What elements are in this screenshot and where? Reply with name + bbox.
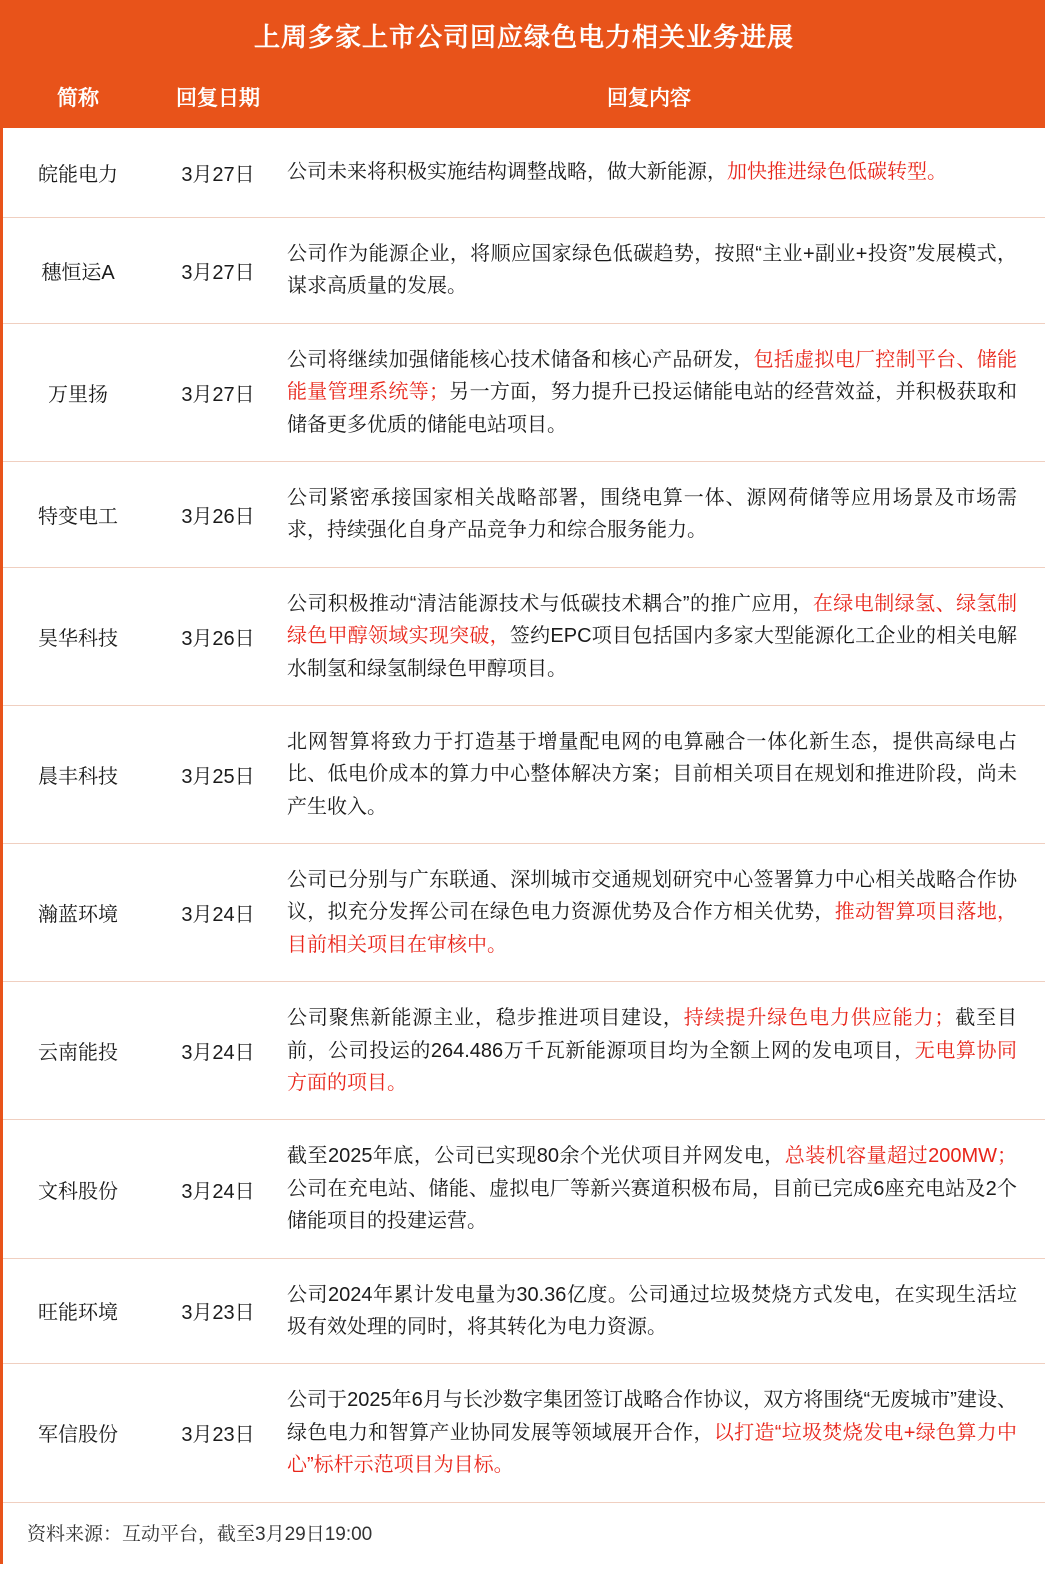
body-text: 公司积极推动“清洁能源技术与低碳技术耦合”的推广应用，: [287, 592, 813, 615]
reply-content: [283, 588, 1045, 685]
body-text: 公司在充电站、储能、虚拟电厂等新兴赛道积极布局，目前已完成6座充电站及2个储能项目的投建运营。: [287, 1177, 1017, 1233]
reply-content: [283, 238, 1045, 303]
page-title: 上周多家上市公司回应绿色电力相关业务进展: [3, 0, 1045, 70]
highlighted-text: 推动智算项目落地，目前相关项目在审核中。: [287, 901, 1018, 956]
body-text: 公司聚焦新能源主业，稳步推进项目建设，: [287, 1007, 684, 1030]
company-name: 文科股份: [38, 1180, 118, 1203]
company-name: 万里扬: [48, 383, 108, 406]
reply-date: 3月26日: [181, 627, 255, 650]
table-row: [3, 1259, 1045, 1365]
highlighted-text: 无电算协同方面的项目。: [287, 1039, 1018, 1095]
column-header-content: 回复内容: [607, 87, 691, 110]
reply-content: [283, 482, 1045, 547]
reply-date: 3月25日: [181, 765, 255, 788]
reply-content: [283, 1384, 1045, 1481]
company-name: 瀚蓝环境: [38, 904, 118, 927]
reply-date: 3月27日: [181, 261, 255, 284]
body-text: 公司已分别与广东联通、深圳城市交通规划研究中心签署算力中心相关战略合作协议，拟充分发挥公司在绿色电力资源优势及合作方相关优势，: [287, 869, 1017, 924]
table-row: [3, 462, 1045, 568]
company-name: 昊华科技: [38, 627, 118, 650]
reply-date: 3月24日: [181, 1042, 255, 1065]
body-text: 公司紧密承接国家相关战略部署，围绕电算一体、源网荷储等应用场景及市场需求，持续强化自身产品竞争力和综合服务能力。: [287, 486, 1017, 542]
reply-content: [283, 1279, 1045, 1344]
highlighted-text: 以打造“垃圾焚烧发电+绿色算力中心”标杆示范项目为目标。: [287, 1421, 1018, 1477]
reply-date: 3月26日: [181, 505, 255, 528]
table-row: [3, 218, 1045, 324]
company-name: 穗恒运A: [41, 261, 115, 284]
reply-content: [283, 344, 1045, 441]
body-text: 北网智算将致力于打造基于增量配电网的电算融合一体化新生态，提供高绿电占比、低电价成本的算力中心整体解决方案；目前相关项目在规划和推进阶段，尚未产生收入。: [287, 730, 1017, 818]
body-text: 签约EPC项目包括国内多家大型能源化工企业的相关电解水制氢和绿氢制绿色甲醇项目。: [287, 625, 1018, 680]
body-text: 公司将继续加强储能核心技术储备和核心产品研发，: [287, 348, 754, 371]
body-text: 公司于2025年6月与长沙数字集团签订战略合作协议，双方将围绕“无废城市”建设、绿色电力和智算产业协同发展等领域展开合作，: [287, 1389, 1017, 1444]
reply-content: [283, 1002, 1045, 1099]
highlighted-text: 在绿电制绿氢、绿氢制绿色甲醇领域实现突破，: [287, 592, 1017, 648]
company-name: 晨丰科技: [38, 765, 118, 788]
company-name: 特变电工: [38, 505, 118, 528]
company-name: 云南能投: [38, 1042, 118, 1065]
highlighted-text: 持续提升绿色电力供应能力；: [683, 1007, 955, 1030]
reply-content: [283, 726, 1045, 823]
reply-date: 3月27日: [181, 383, 255, 406]
table-header: [3, 70, 1045, 128]
company-name: 军信股份: [38, 1424, 118, 1447]
company-name: 旺能环境: [38, 1302, 118, 1325]
table-row: [3, 706, 1045, 844]
highlighted-text: 包括虚拟电厂控制平台、储能能量管理系统等；: [287, 348, 1018, 404]
table-row: [3, 982, 1045, 1120]
body-text: 另一方面，努力提升已投运储能电站的经营效益，并积极获取和储备更多优质的储能电站项目。: [287, 381, 1017, 436]
reply-date: 3月24日: [181, 1180, 255, 1203]
reply-date: 3月23日: [181, 1302, 255, 1325]
table-row: [3, 1364, 1045, 1502]
body-text: 截至目前，公司投运的264.486万千瓦新能源项目均为全额上网的发电项目，: [287, 1007, 1018, 1062]
column-header-name: 简称: [57, 87, 99, 110]
body-text: 公司2024年累计发电量为30.36亿度。公司通过垃圾焚烧方式发电，在实现生活垃圾有效处理的同时，将其转化为电力资源。: [287, 1283, 1017, 1338]
highlighted-text: 加快推进绿色低碳转型。: [727, 161, 947, 184]
reply-date: 3月24日: [181, 904, 255, 927]
table-row: [3, 128, 1045, 218]
reply-content: [283, 864, 1045, 961]
table-row: [3, 324, 1045, 462]
reply-date: 3月27日: [181, 164, 255, 186]
body-text: 公司未来将积极实施结构调整战略，做大新能源，: [287, 161, 727, 184]
source-note: 资料来源：互动平台，截至3月29日19:00: [27, 1523, 373, 1545]
highlighted-text: 总装机容量超过200MW；: [784, 1145, 1018, 1168]
column-header-date: 回复日期: [176, 87, 260, 110]
body-text: 公司作为能源企业，将顺应国家绿色低碳趋势，按照“主业+副业+投资”发展模式，谋求高质量的发展。: [287, 243, 1017, 298]
reply-content: [283, 156, 1045, 188]
company-name: 皖能电力: [38, 164, 118, 186]
reply-content: [283, 1140, 1045, 1237]
table-body: [3, 128, 1045, 1503]
table-row: [3, 568, 1045, 706]
table-row: [3, 844, 1045, 982]
reply-date: 3月23日: [181, 1424, 255, 1447]
table-row: [3, 1120, 1045, 1258]
body-text: 截至2025年底，公司已实现80余个光伏项目并网发电，: [287, 1145, 785, 1168]
